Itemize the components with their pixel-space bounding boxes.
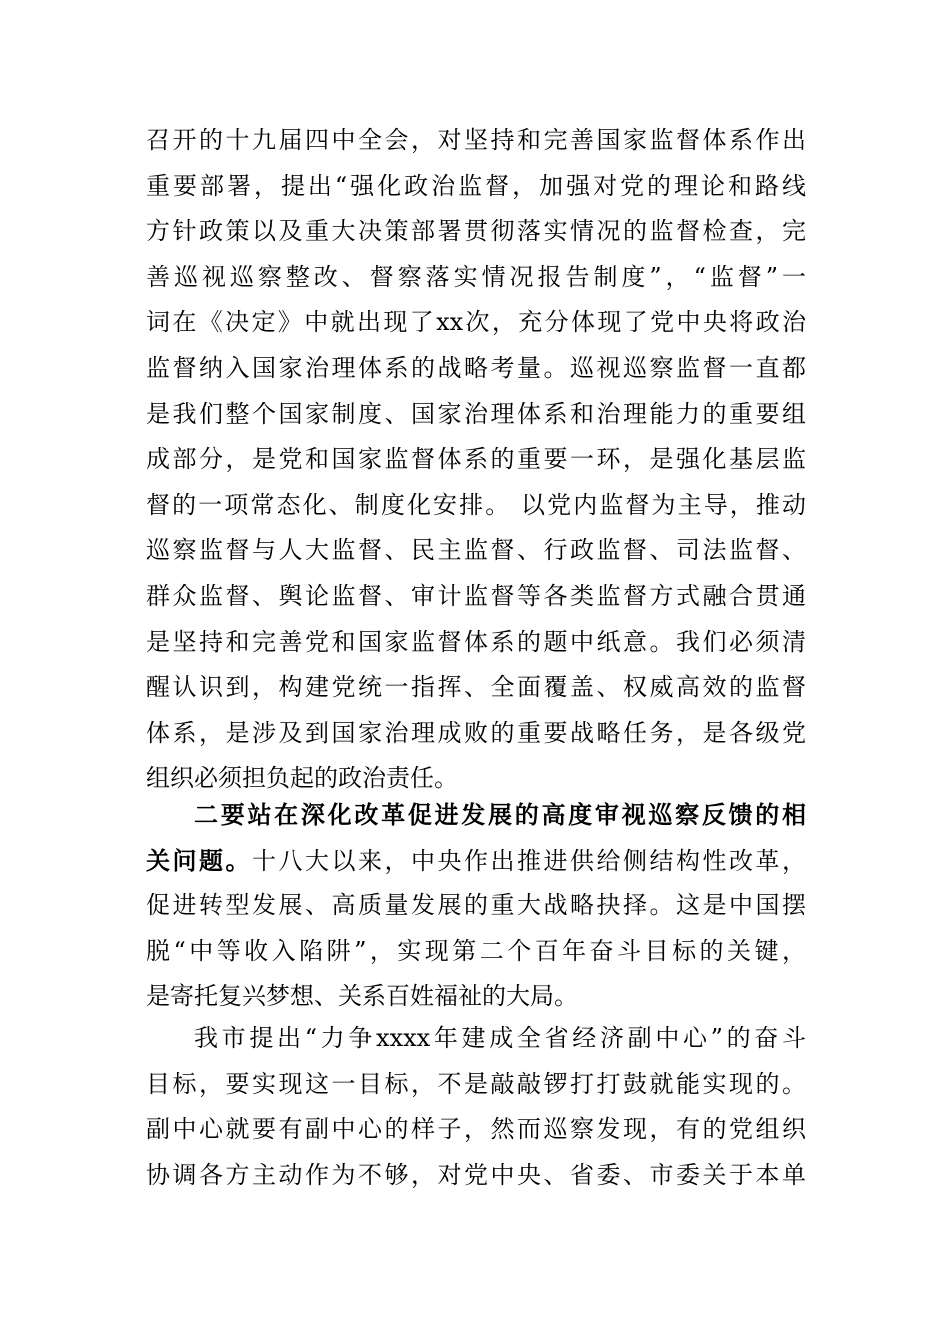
section-heading-continued: 关问题。: [146, 845, 252, 875]
text-line: 是坚持和完善党和国家监督体系的题中纸意。我们必须清: [146, 627, 806, 656]
text-line: 体系，是涉及到国家治理成败的重要战略任务，是各级党: [146, 718, 806, 747]
paragraph-2: [146, 792, 806, 1020]
text-line: 巡察监督与人大监督、民主监督、行政监督、司法监督、: [146, 536, 806, 565]
paragraph-3: [146, 1016, 806, 1198]
text-line: 促进转型发展、高质量发展的重大战略抉择。这是中国摆: [146, 891, 806, 920]
text-line: [146, 838, 806, 884]
paragraph-1: [146, 118, 806, 802]
text-line: 善巡视巡察整改、督察落实情况报告制度”，“监督”一: [146, 262, 806, 291]
text-line: 副中心就要有副中心的样子，然而巡察发现，有的党组织: [146, 1115, 806, 1144]
text-line: 醒认识到，构建党统一指挥、全面覆盖、权威高效的监督: [146, 673, 806, 702]
section-heading: 二要站在深化改革促进发展的高度审视巡察反馈的相: [194, 800, 806, 829]
text-line: 召开的十九届四中全会，对坚持和完善国家监督体系作出: [146, 126, 806, 154]
text-line: 是寄托复兴梦想、关系百姓福祉的大局。: [146, 982, 578, 1011]
text-line: 词在《决定》中就出现了xx次，充分体现了党中央将政治: [146, 308, 806, 337]
text-line: 重要部署，提出“强化政治监督，加强对党的理论和路线: [146, 171, 806, 200]
text-line: 成部分，是党和国家监督体系的重要一环，是强化基层监: [146, 445, 806, 474]
text-line: 群众监督、舆论监督、审计监督等各类监督方式融合贯通: [146, 581, 806, 610]
text-line: 我市提出“力争xxxx年建成全省经济副中心”的奋斗: [194, 1024, 806, 1052]
text-line: 方针政策以及重大决策部署贯彻落实情况的监督检查，完: [146, 217, 806, 246]
text-line: 是我们整个国家制度、国家治理体系和治理能力的重要组: [146, 399, 806, 428]
text-line: 监督纳入国家治理体系的战略考量。巡视巡察监督一直都: [146, 353, 806, 382]
text-run: 十八大以来，中央作出推进供给侧结构性改革，: [252, 846, 806, 875]
text-line: 督的一项常态化、制度化安排。 以党内监督为主导，推动: [146, 490, 806, 519]
text-line: 组织必须担负起的政治责任。: [146, 764, 458, 793]
text-line: 目标，要实现这一目标，不是敲敲锣打打鼓就能实现的。: [146, 1069, 806, 1098]
text-line: 协调各方主动作为不够，对党中央、省委、市委关于本单: [146, 1160, 806, 1189]
text-line: 脱“中等收入陷阱”，实现第二个百年奋斗目标的关键，: [146, 936, 806, 965]
